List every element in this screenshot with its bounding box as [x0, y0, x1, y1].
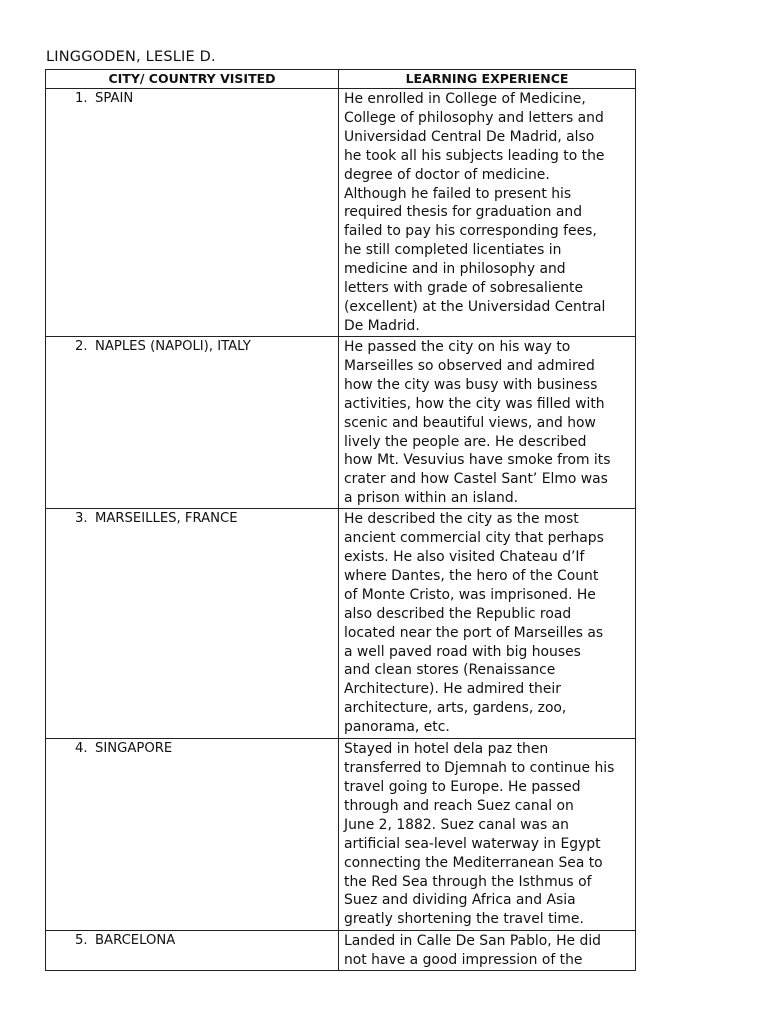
- experience-line: Landed in Calle De San Pablo, He did: [344, 933, 601, 950]
- experience-line: exists. He also visited Chateau d’If: [344, 548, 585, 565]
- table-row: [46, 739, 636, 931]
- experience-cell: [339, 931, 636, 971]
- experience-line: degree of doctor of medicine.: [344, 166, 550, 183]
- experience-line: Although he failed to present his: [344, 185, 572, 202]
- experience-line: lively the people are. He described: [344, 433, 587, 450]
- table-row: [46, 89, 636, 337]
- experience-line: also described the Republic road: [344, 605, 572, 622]
- experience-line: letters with grade of sobresaliente: [344, 280, 584, 297]
- city-name: NAPLES (NAPOLI), ITALY: [95, 339, 251, 354]
- row-number: 4.: [75, 741, 88, 757]
- row-number: 5.: [75, 933, 88, 949]
- experience-line: located near the port of Marseilles as: [344, 624, 604, 641]
- experience-line: and clean stores (Renaissance: [344, 662, 556, 679]
- experience-line: required thesis for graduation and: [344, 204, 583, 221]
- city-name: SINGAPORE: [95, 741, 173, 757]
- experience-line: He passed the city on his way to: [344, 339, 571, 355]
- experience-line: He described the city as the most: [344, 511, 579, 528]
- header-learning-experience: LEARNING EXPERIENCE: [339, 70, 636, 89]
- row-number: 2.: [75, 339, 88, 354]
- experience-line: a prison within an island.: [344, 490, 519, 507]
- table-row: [46, 337, 636, 509]
- experience-line: travel going to Europe. He passed: [344, 778, 581, 795]
- experience-line: ancient commercial city that perhaps: [344, 530, 604, 547]
- header-city-country: CITY/ COUNTRY VISITED: [46, 70, 339, 89]
- experience-line: greatly shortening the travel time.: [344, 911, 584, 928]
- experience-cell: [339, 337, 636, 509]
- experience-line: Universidad Central De Madrid, also: [344, 128, 595, 145]
- document-author: LINGGODEN, LESLIE D.: [46, 49, 216, 65]
- experience-line: artificial sea-level waterway in Egypt: [344, 835, 601, 852]
- experience-line: transferred to Djemnah to continue his: [344, 760, 615, 777]
- experience-line: connecting the Mediterranean Sea to: [344, 854, 603, 871]
- experience-line: of Monte Cristo, was imprisoned. He: [344, 586, 596, 603]
- experience-text: [344, 338, 631, 508]
- experience-line: a well paved road with big houses: [344, 643, 581, 660]
- table-header-row: [46, 70, 636, 89]
- city-name: BARCELONA: [95, 933, 176, 949]
- experience-line: June 2, 1882. Suez canal was an: [344, 816, 569, 833]
- travel-table: [45, 69, 636, 971]
- experience-text: [344, 740, 631, 929]
- table-row: [46, 509, 636, 739]
- experience-cell: [339, 509, 636, 739]
- experience-line: not have a good impression of the: [344, 952, 583, 969]
- experience-line: panorama, etc.: [344, 719, 450, 736]
- table-row: [46, 931, 636, 971]
- experience-text: [344, 932, 631, 970]
- city-cell: [46, 509, 339, 739]
- experience-cell: [339, 739, 636, 931]
- city-cell: [46, 89, 339, 337]
- experience-line: where Dantes, the hero of the Count: [344, 567, 599, 584]
- experience-cell: [339, 89, 636, 337]
- row-number: 3.: [75, 511, 88, 527]
- experience-line: College of philosophy and letters and: [344, 109, 604, 126]
- experience-line: He enrolled in College of Medicine,: [344, 91, 586, 107]
- experience-line: through and reach Suez canal on: [344, 797, 574, 814]
- experience-line: Marseilles so observed and admired: [344, 357, 595, 374]
- experience-line: crater and how Castel Sant’ Elmo was: [344, 471, 608, 488]
- experience-line: he still completed licentiates in: [344, 242, 562, 259]
- row-number: 1.: [75, 91, 88, 106]
- experience-line: the Red Sea through the Isthmus of: [344, 873, 592, 890]
- experience-line: Architecture). He admired their: [344, 681, 561, 698]
- experience-line: Suez and dividing Africa and Asia: [344, 892, 576, 909]
- experience-line: architecture, arts, gardens, zoo,: [344, 700, 567, 717]
- experience-line: failed to pay his corresponding fees,: [344, 223, 597, 240]
- city-cell: [46, 739, 339, 931]
- experience-line: Stayed in hotel dela paz then: [344, 741, 549, 758]
- city-name: MARSEILLES, FRANCE: [95, 511, 238, 527]
- city-cell: [46, 931, 339, 971]
- experience-line: De Madrid.: [344, 317, 420, 334]
- experience-line: medicine and in philosophy and: [344, 261, 566, 278]
- experience-line: he took all his subjects leading to the: [344, 147, 605, 164]
- city-cell: [46, 337, 339, 509]
- experience-text: [344, 510, 631, 737]
- experience-line: how the city was busy with business: [344, 376, 598, 393]
- experience-line: (excellent) at the Universidad Central: [344, 298, 606, 315]
- city-name: SPAIN: [95, 91, 134, 106]
- experience-text: [344, 90, 631, 336]
- experience-line: how Mt. Vesuvius have smoke from its: [344, 452, 611, 469]
- experience-line: activities, how the city was filled with: [344, 395, 605, 412]
- experience-line: scenic and beautiful views, and how: [344, 414, 596, 431]
